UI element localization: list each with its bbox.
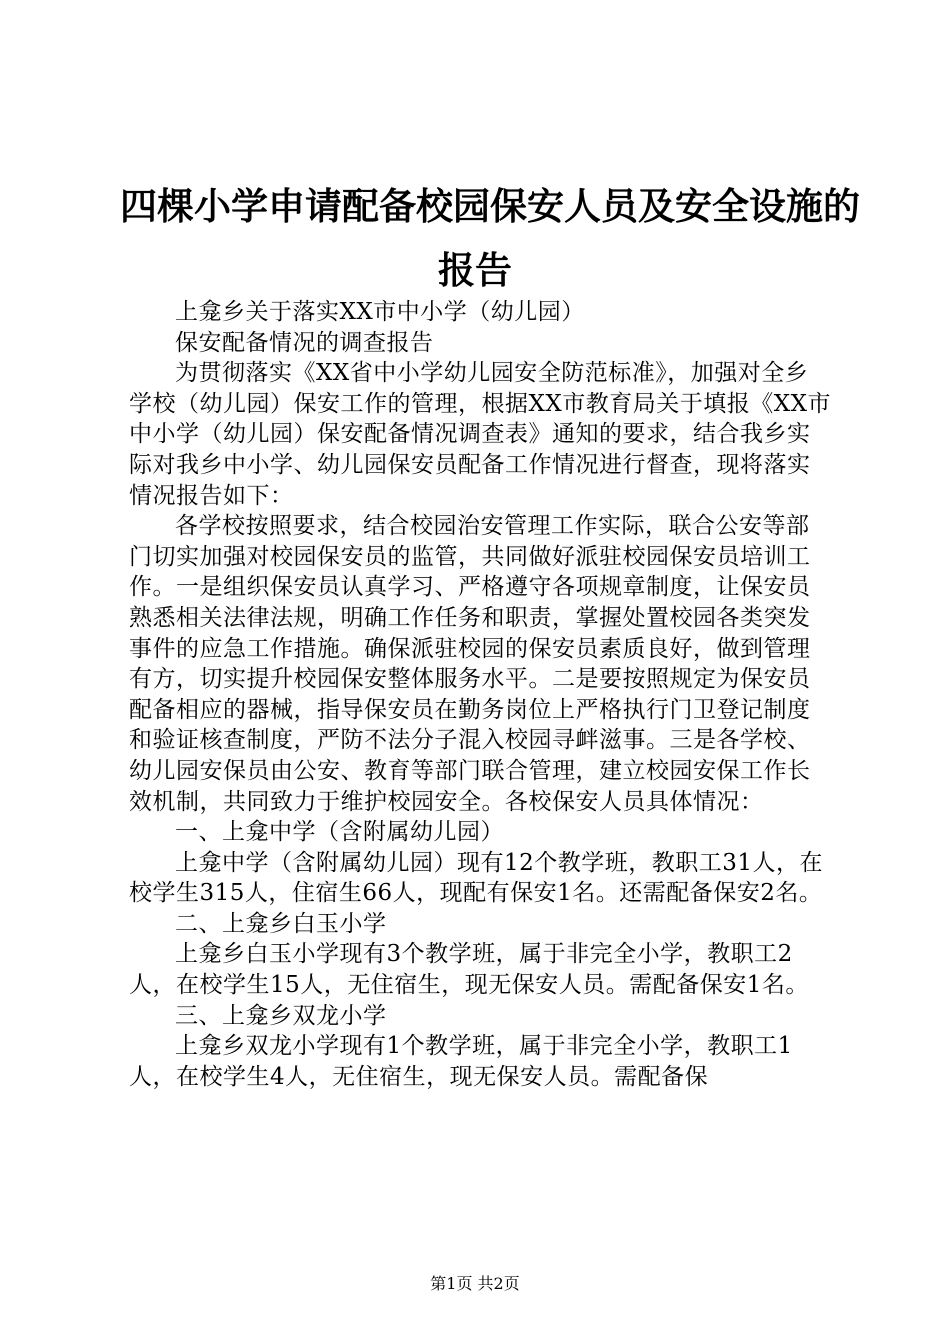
document-body xyxy=(129,297,831,1092)
section-paragraph-2: 上龛乡白玉小学现有3个教学班，属于非完全小学，教职工2人，在校学生15人，无住宿生，现无保安人员。需配备保安1名。 xyxy=(129,941,809,999)
section-paragraph-1: 上龛中学（含附属幼儿园）现有12个教学班，教职工31人，在校学生315人，住宿生66人，现配有保安1名。还需配备保安2名。 xyxy=(129,849,824,907)
section-heading-1: 一、上龛中学（含附属幼儿园） xyxy=(175,819,504,846)
section-paragraph-3: 上龛乡双龙小学现有1个教学班，属于非完全小学，教职工1人，在校学生4人，无住宿生，现无保安人员。需配备保 xyxy=(129,1033,793,1090)
section-heading-3: 三、上龛乡双龙小学 xyxy=(175,1002,387,1029)
section-heading-2: 二、上龛乡白玉小学 xyxy=(175,910,387,937)
page-footer: 第1页 共2页 xyxy=(430,1274,520,1293)
subtitle-line-1: 上龛乡关于落实XX市中小学（幼儿园） xyxy=(175,299,585,325)
intro-paragraph: 为贯彻落实《XX省中小学幼儿园安全防范标准》，加强对全乡学校（幼儿园）保安工作的管理，根据XX市教育局关于填报《XX市中小学（幼儿园）保安配备情况调查表》通知的要求，结合我乡实际对我乡中小学、幼儿园保安员配备工作情况进行督查，现将落实情况报告如下： xyxy=(129,360,831,509)
subtitle-line-2: 保安配备情况的调查报告 xyxy=(175,329,434,356)
document-title-line-2: 报告 xyxy=(438,248,512,292)
measures-paragraph: 各学校按照要求，结合校园治安管理工作实际，联合公安等部门切实加强对校园保安员的监管，共同做好派驻校园保安员培训工作。一是组织保安员认真学习、严格遵守各项规章制度，让保安员熟悉相关法律法规，明确工作任务和职责，掌握处置校园各类突发事件的应急工作措施。确保派驻校园的保安员素质良好，做到管理有方，切实提升校园保安整体服务水平。二是要按照规定为保安员配备相应的器械，指导保安员在勤务岗位上严格执行门卫登记制度和验证核查制度，严防不法分子混入校园寻衅滋事。三是各学校、幼儿园安保员由公安、教育等部门联合管理，建立校园安保工作长效机制，共同致力于维护校园安全。各校保安人员具体情况： xyxy=(129,513,811,815)
document-title-line-1: 四棵小学申请配备校园保安人员及安全设施的 xyxy=(120,184,860,228)
